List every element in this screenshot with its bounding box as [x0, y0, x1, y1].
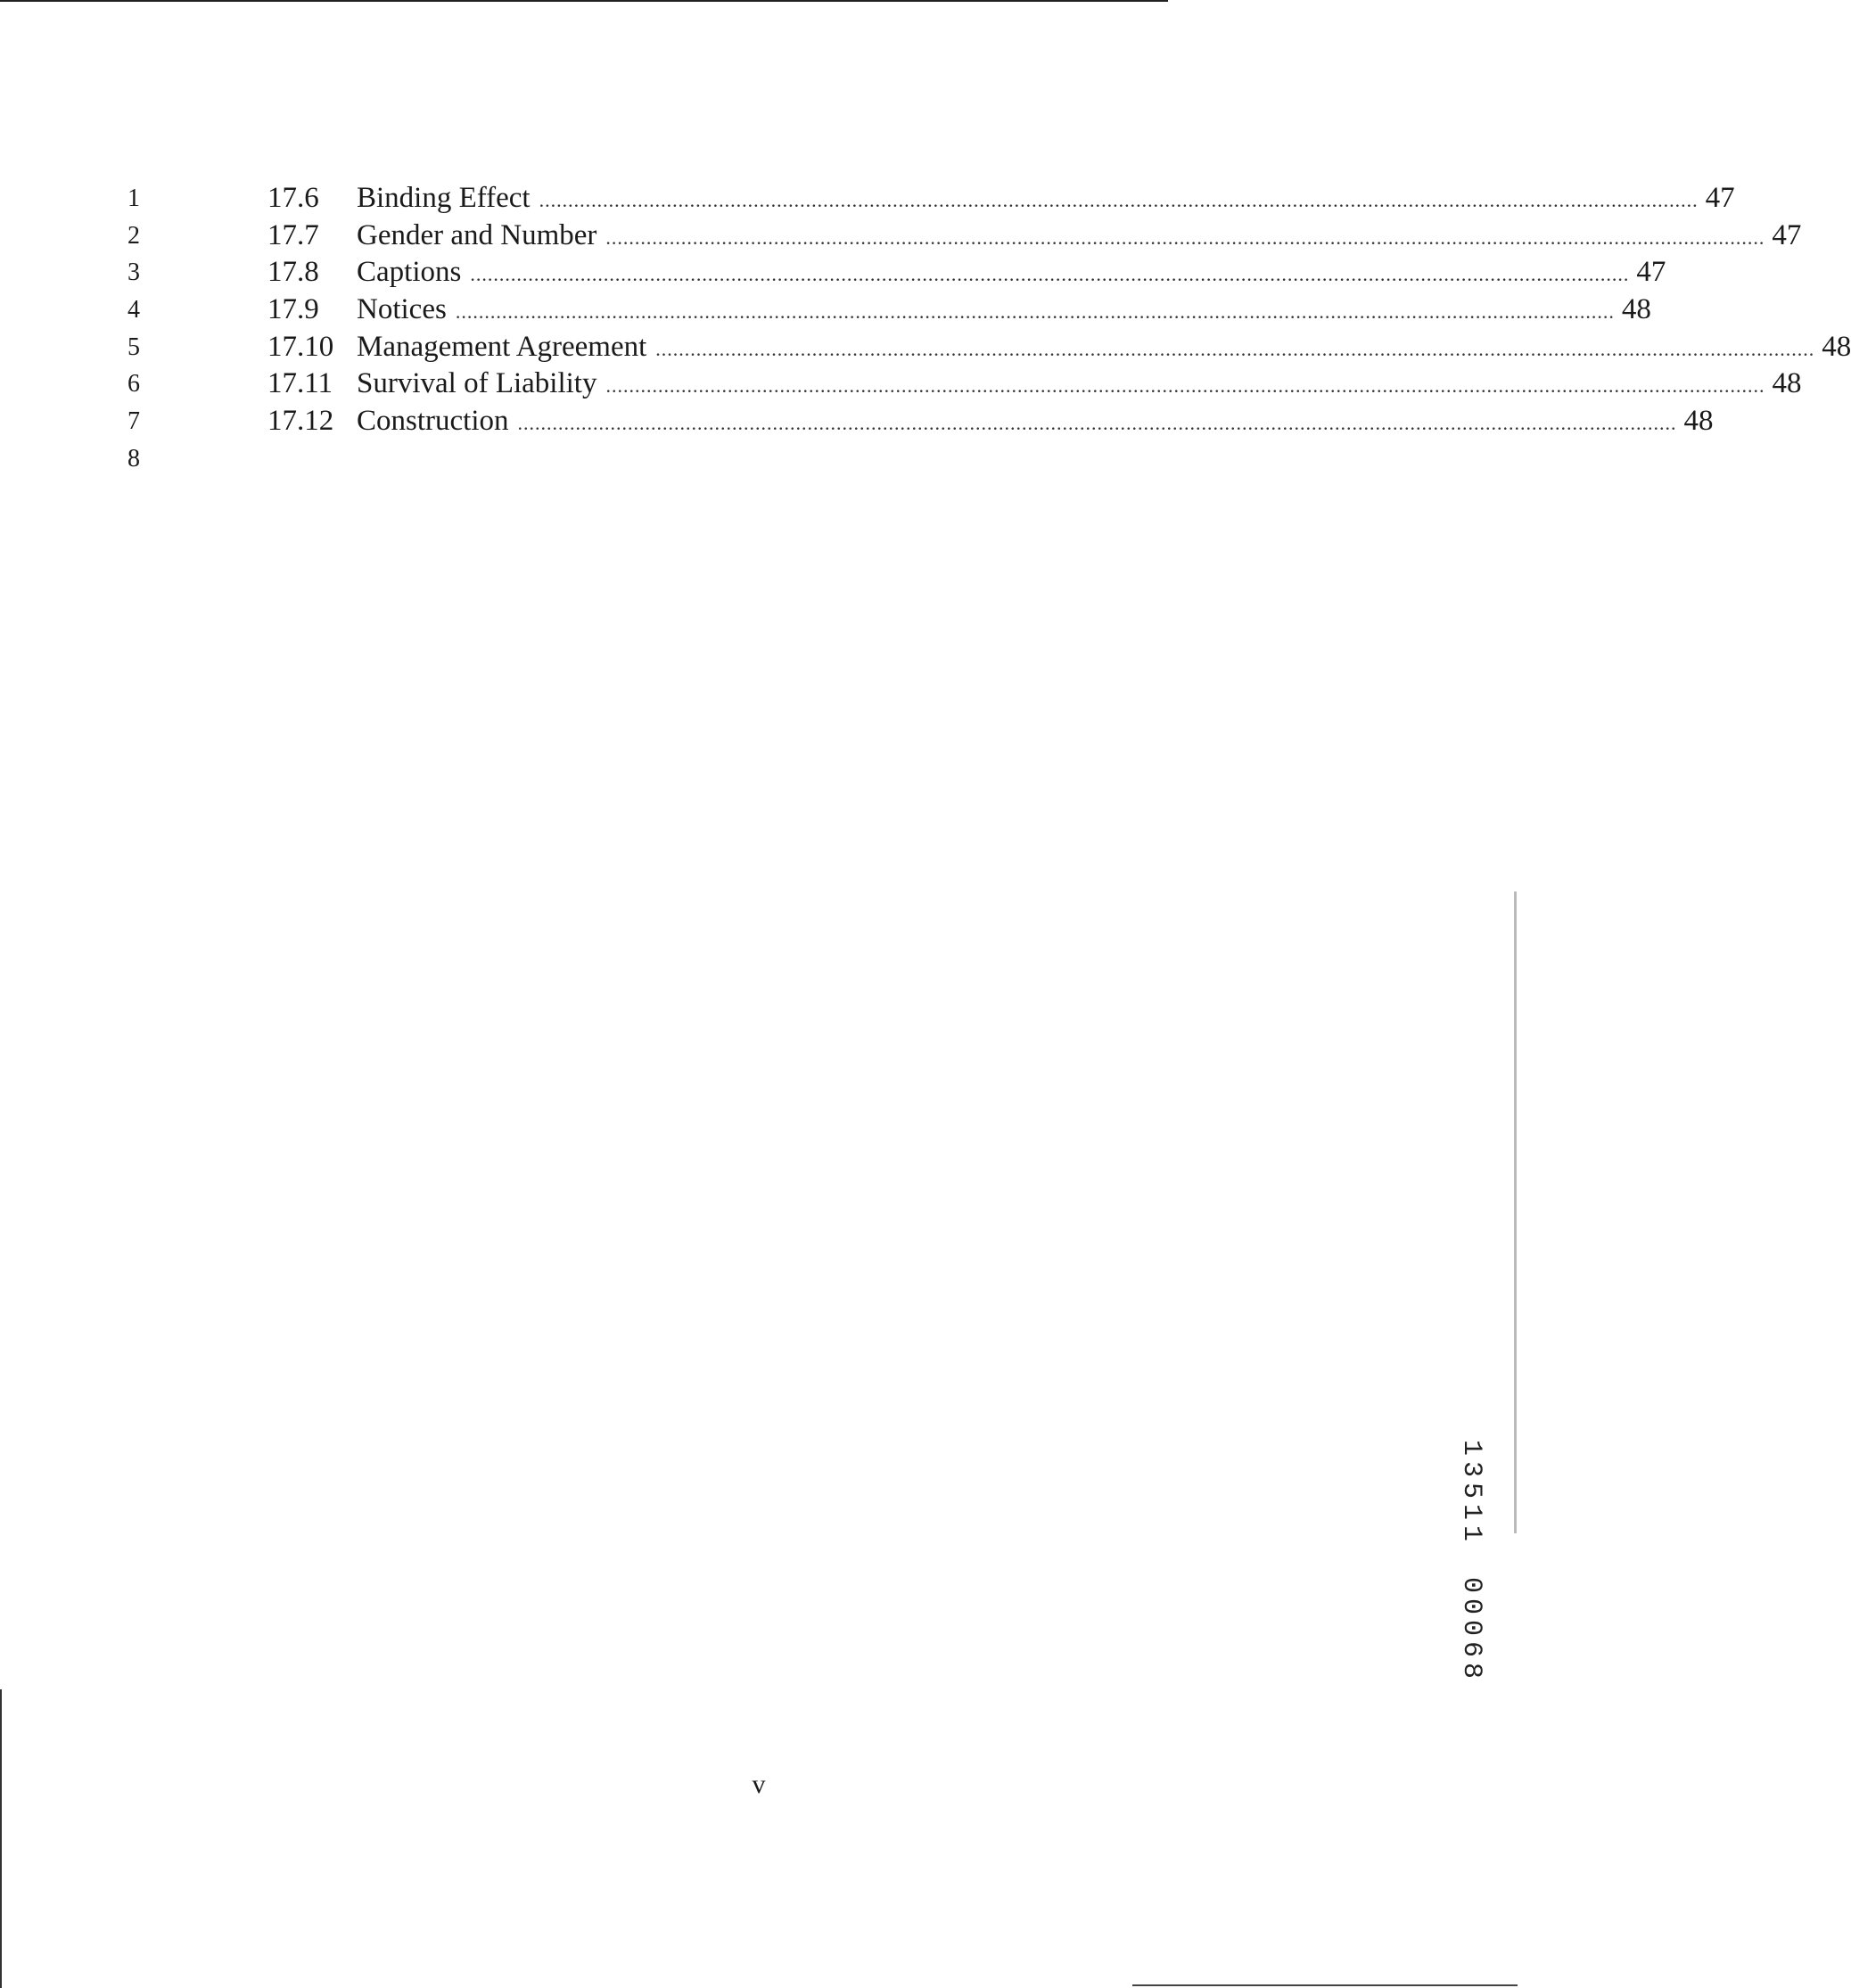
bates-character: 1	[1456, 1503, 1486, 1520]
toc-section-title: Survival of Liability	[357, 367, 597, 400]
toc-entry	[267, 403, 1714, 440]
toc-leader-dots: ........................................................................................................................................................................................................	[517, 412, 1677, 435]
line-number: 4	[128, 296, 140, 324]
scan-border-right	[1514, 891, 1517, 1533]
toc-section-number: 17.10	[267, 330, 334, 363]
bates-character: 1	[1456, 1524, 1486, 1541]
toc-section-number: 17.9	[267, 293, 319, 326]
toc-page-number: 48	[1683, 405, 1714, 438]
line-number: 5	[128, 333, 140, 361]
toc-entry	[267, 254, 1666, 292]
line-number: 8	[128, 444, 140, 472]
scan-border-bottom	[1132, 1984, 1518, 1986]
toc-page-number: 48	[1822, 330, 1851, 363]
toc-section-number: 17.6	[267, 182, 319, 214]
toc-leader-dots: ........................................................................................................................................................................................................	[605, 226, 1765, 249]
toc-entry	[267, 218, 1802, 255]
bates-character: 0	[1456, 1598, 1486, 1614]
toc-leader-dots: ........................................................................................................................................................................................................	[655, 337, 1815, 360]
toc-leader-dots: ........................................................................................................................................................................................................	[539, 189, 1699, 211]
toc-leader-dots: ........................................................................................................................................................................................................	[455, 300, 1615, 324]
bates-character: 8	[1456, 1662, 1486, 1679]
bates-number-stamp	[1453, 1437, 1489, 1681]
toc-section-number: 17.11	[267, 367, 333, 400]
toc-leader-dots: ........................................................................................................................................................................................................	[470, 263, 1630, 286]
toc-section-title: Gender and Number	[357, 218, 597, 251]
toc-section-title: Management Agreement	[357, 330, 647, 363]
toc-page-number: 47	[1636, 256, 1666, 289]
toc-page-number: 48	[1621, 293, 1651, 326]
toc-leader-dots: ........................................................................................................................................................................................................	[605, 374, 1765, 398]
toc-page-number: 47	[1772, 218, 1802, 251]
page-number-footer: v	[752, 1770, 766, 1799]
toc-section-title: Binding Effect	[357, 182, 531, 214]
bates-part-2	[1453, 1574, 1489, 1681]
line-number: 2	[128, 221, 140, 250]
bates-character: 0	[1456, 1576, 1486, 1593]
bates-part-1	[1453, 1437, 1489, 1544]
bates-character: 5	[1456, 1482, 1486, 1499]
scan-border-left	[0, 1689, 2, 1988]
toc-entry	[267, 329, 1851, 366]
toc-section-number: 17.12	[267, 405, 334, 438]
line-number-column	[116, 180, 152, 478]
toc-section-number: 17.7	[267, 218, 319, 251]
toc-section-title: Construction	[357, 405, 509, 438]
bates-character: 3	[1456, 1460, 1486, 1477]
toc-page-number: 47	[1705, 182, 1735, 214]
line-number: 7	[128, 407, 140, 436]
table-of-contents	[267, 180, 1851, 440]
bates-character: 0	[1456, 1619, 1486, 1636]
line-number: 3	[128, 259, 140, 287]
scan-border-top	[0, 0, 1168, 2]
toc-section-title: Notices	[357, 293, 447, 326]
toc-entry	[267, 366, 1802, 403]
toc-page-number: 48	[1772, 367, 1802, 400]
bates-character: 1	[1456, 1439, 1486, 1456]
line-number: 6	[128, 370, 140, 398]
toc-section-number: 17.8	[267, 256, 319, 289]
toc-entry	[267, 292, 1651, 329]
line-number: 1	[128, 185, 140, 212]
toc-section-title: Captions	[357, 256, 462, 289]
toc-entry	[267, 180, 1735, 218]
bates-character: 6	[1456, 1640, 1486, 1657]
